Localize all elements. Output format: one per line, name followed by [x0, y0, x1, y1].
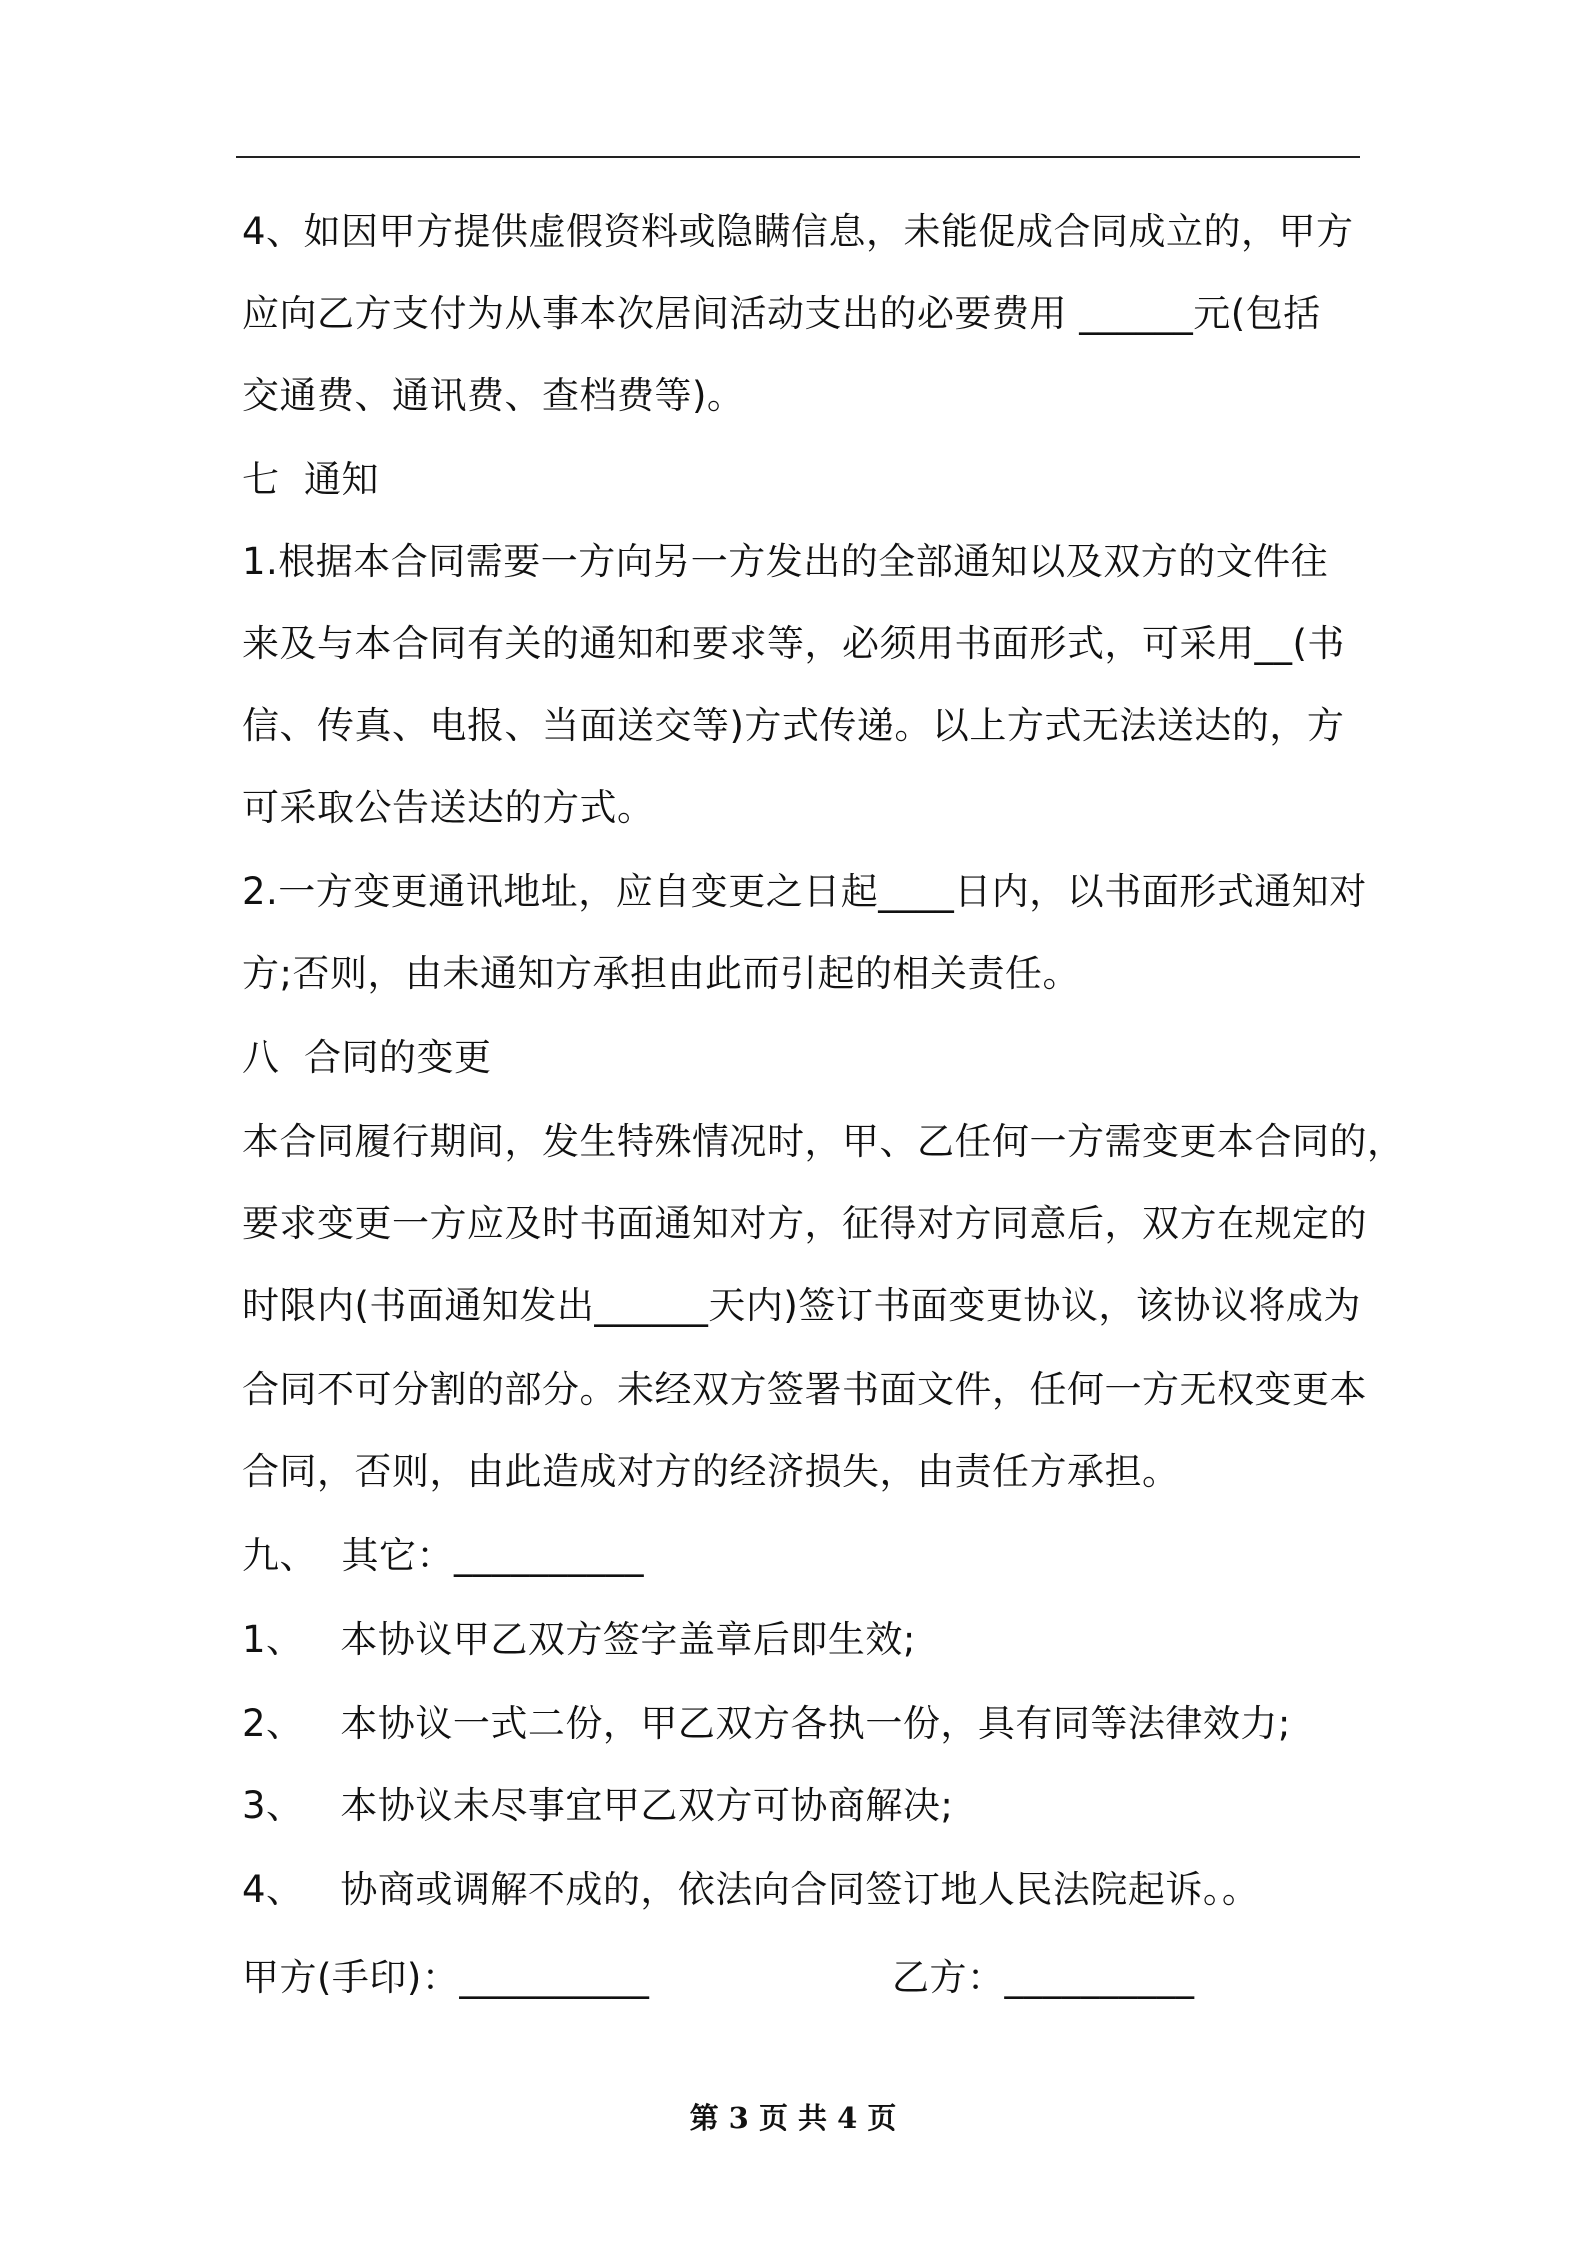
section-8-line-5: 合同，否则，由此造成对方的经济损失，由责任方承担。: [242, 1450, 1180, 1493]
clause-7-1-line-2: 来及与本合同有关的通知和要求等，必须用书面形式，可采用__(书: [242, 622, 1345, 665]
page-footer: 第 3 页 共 4 页: [689, 2101, 897, 2135]
clause-9-2: 2、 本协议一式二份，甲乙双方各执一份，具有同等法律效力;: [242, 1702, 1291, 1745]
clause-7-1-line-3: 信、传真、电报、当面送交等)方式传递。以上方式无法送达的，方: [242, 704, 1345, 747]
signature-party-b: 乙方：__________: [892, 1956, 1195, 1999]
clause-9-4: 4、 协商或调解不成的，依法向合同签订地人民法院起诉。。: [242, 1868, 1260, 1911]
section-8-line-2: 要求变更一方应及时书面通知对方，征得对方同意后，双方在规定的: [242, 1202, 1367, 1245]
clause-9-1: 1、 本协议甲乙双方签字盖章后即生效;: [242, 1618, 916, 1661]
clause-7-1-line-4: 可采取公告送达的方式。: [242, 786, 655, 829]
section-8-line-1: 本合同履行期间，发生特殊情况时，甲、乙任何一方需变更本合同的，: [242, 1120, 1405, 1163]
header-rule: [236, 156, 1360, 158]
clause-6-4-line-3: 交通费、通讯费、查档费等)。: [242, 374, 745, 417]
clause-7-2-line-2: 方;否则，由未通知方承担由此而引起的相关责任。: [242, 952, 1080, 995]
clause-6-4-line-1: 4、如因甲方提供虚假资料或隐瞒信息，未能促成合同成立的，甲方: [242, 210, 1354, 253]
section-8-heading: 八 合同的变更: [242, 1036, 492, 1079]
section-8-line-4: 合同不可分割的部分。未经双方签署书面文件，任何一方无权变更本: [242, 1368, 1367, 1411]
clause-7-2-line-1: 2.一方变更通讯地址，应自变更之日起____日内，以书面形式通知对: [242, 870, 1367, 913]
signature-party-a: 甲方(手印)：__________: [242, 1956, 650, 1999]
section-7-heading: 七 通知: [242, 458, 380, 501]
clause-9-3: 3、 本协议未尽事宜甲乙双方可协商解决;: [242, 1784, 954, 1827]
section-8-line-3: 时限内(书面通知发出______天内)签订书面变更协议，该协议将成为: [242, 1284, 1361, 1327]
section-9-heading: 九、 其它：__________: [242, 1534, 645, 1577]
clause-6-4-line-2: 应向乙方支付为从事本次居间活动支出的必要费用 ______元(包括: [242, 292, 1321, 335]
clause-7-1-line-1: 1.根据本合同需要一方向另一方发出的全部通知以及双方的文件往: [242, 540, 1329, 583]
